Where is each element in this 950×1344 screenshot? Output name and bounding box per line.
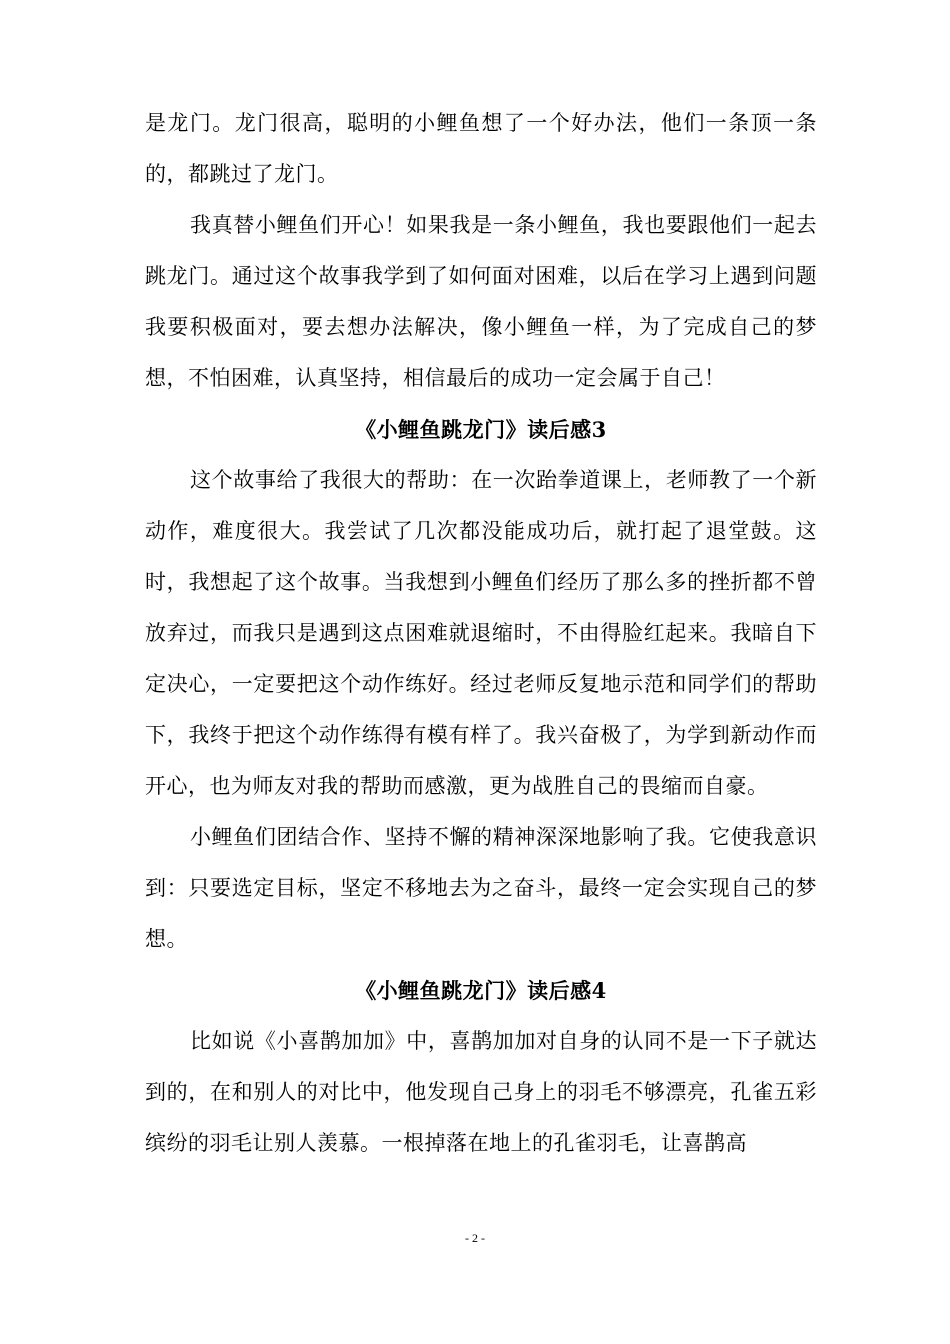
page-number: - 2 - (465, 1231, 485, 1245)
paragraph: 我真替小鲤鱼们开心！如果我是一条小鲤鱼，我也要跟他们一起去跳龙门。通过这个故事我学到了如何面对困难，以后在学习上遇到问题我要积极面对，要去想办法解决，像小鲤鱼一样，为了完成自己的梦想，不怕困难，认真坚持，相信最后的成功一定会属于自己！ (145, 213, 817, 390)
paragraph-continuation: 是龙门。龙门很高，聪明的小鲤鱼想了一个好办法，他们一条顶一条的，都跳过了龙门。 (145, 111, 817, 186)
paragraph: 小鲤鱼们团结合作、坚持不懈的精神深深地影响了我。它使我意识到：只要选定目标，坚定不移地去为之奋斗，最终一定会实现自己的梦想。 (145, 825, 817, 951)
section-heading: 《小鲤鱼跳龙门》读后感3 (355, 417, 607, 442)
document-body (145, 98, 817, 1169)
paragraph: 比如说《小喜鹊加加》中，喜鹊加加对自身的认同不是一下子就达到的，在和别人的对比中，他发现自己身上的羽毛不够漂亮，孔雀五彩缤纷的羽毛让别人羡慕。一根掉落在地上的孔雀羽毛，让喜鹊高 (145, 1029, 817, 1155)
section-heading: 《小鲤鱼跳龙门》读后感4 (355, 978, 607, 1003)
paragraph: 这个故事给了我很大的帮助：在一次跆拳道课上，老师教了一个新动作，难度很大。我尝试了几次都没能成功后，就打起了退堂鼓。这时，我想起了这个故事。当我想到小鲤鱼们经历了那么多的挫折都不曾放弃过，而我只是遇到这点困难就退缩时，不由得脸红起来。我暗自下定决心，一定要把这个动作练好。经过老师反复地示范和同学们的帮助下，我终于把这个动作练得有模有样了。我兴奋极了，为学到新动作而开心，也为师友对我的帮助而感激，更为战胜自己的畏缩而自豪。 (145, 468, 817, 798)
